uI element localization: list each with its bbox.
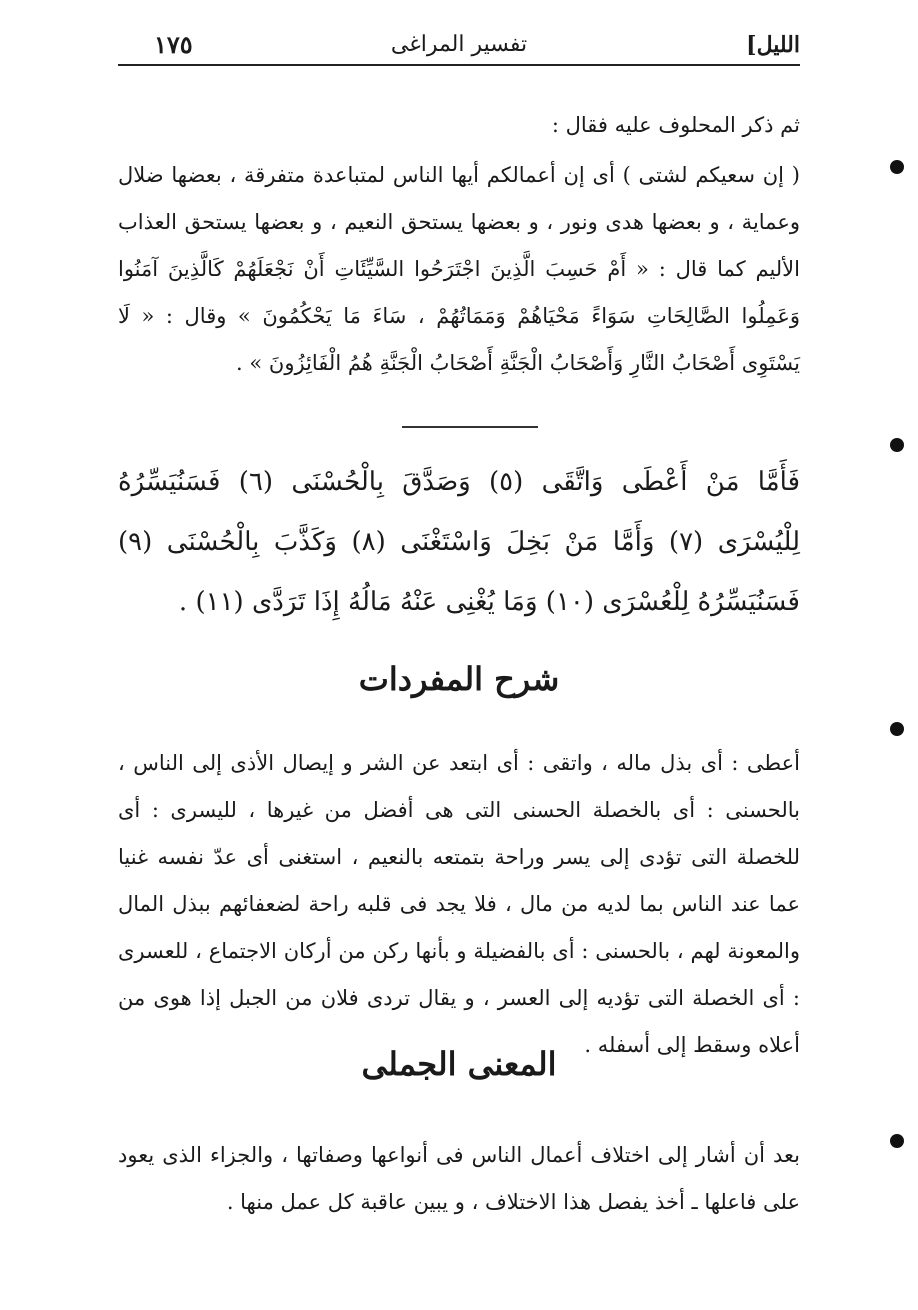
general-meaning-paragraph: بعد أن أشار إلى اختلاف أعمال الناس فى أنواعها وصفاتها ، والجزاء الذى يعود على فاعلها ـ أخذ يفصل هذا الاختلاف ، و يبين عاقبة كل عمل منها . <box>118 1143 800 1214</box>
page-number: ١٧٥ <box>154 30 193 59</box>
scan-mark <box>890 160 904 174</box>
scan-mark <box>890 1134 904 1148</box>
commentary-paragraph: ( إن سعيكم لشتى ) أى إن أعمالكم أيها الناس لمتباعدة متفرقة ، بعضها ضلال وعماية ، و بعضها هدى ونور ، و بعضها يستحق النعيم ، و بعضها يستحق العذاب الأليم كما قال : « أَمْ حَسِبَ الَّذِينَ اجْتَرَحُوا السَّيِّئَاتِ أَنْ نَجْعَلَهُمْ كَالَّذِينَ آمَنُوا وَعَمِلُوا الصَّالِحَاتِ سَوَاءً مَحْيَاهُمْ وَمَمَاتُهُمْ ، سَاءَ مَا يَحْكُمُونَ » وقال : « لَا يَسْتَوِى أَصْحَابُ النَّارِ وَأَصْحَابُ الْجَنَّةِ أَصْحَابُ الْجَنَّةِ هُمُ الْفَائِزُونَ » . <box>118 163 800 375</box>
vocabulary-heading: شرح المفردات <box>358 660 560 698</box>
header-rule <box>118 64 800 66</box>
page-header <box>118 26 800 66</box>
general-meaning-heading: المعنى الجملى <box>361 1045 557 1083</box>
scan-mark <box>890 722 904 736</box>
surah-name: الليل] <box>746 32 800 58</box>
quran-verses: فَأَمَّا مَنْ أَعْطَى وَاتَّقَى (٥) وَصَدَّقَ بِالْحُسْنَى (٦) فَسَنُيَسِّرُهُ لِلْيُسْرَى (٧) وَأَمَّا مَنْ بَخِلَ وَاسْتَغْنَى (٨) وَكَذَّبَ بِالْحُسْنَى (٩) فَسَنُيَسِّرُهُ لِلْعُسْرَى (١٠) وَمَا يُغْنِى عَنْهُ مَالُهُ إِذَا تَرَدَّى (١١) . <box>118 467 800 617</box>
vocabulary-paragraph: أعطى : أى بذل ماله ، واتقى : أى ابتعد عن الشر و إيصال الأذى إلى الناس ، بالحسنى : أى بالخصلة الحسنى التى هى أفضل من غيرها ، لليسرى : أى للخصلة التى تؤدى إلى يسر وراحة بتمتعه بالنعيم ، استغنى أى عدّ نفسه غنيا عما عند الناس بما لديه من مال ، فلا يجد فى قلبه راحة لضعفائهم ببذل المال والمعونة لهم ، بالحسنى : أى بالفضيلة و بأنها ركن من أركان الاجتماع ، للعسرى : أى الخصلة التى تؤديه إلى العسر ، و يقال تردى فلان من الجبل إذا هوى من أعلاه وسقط إلى أسفله . <box>118 751 800 1057</box>
book-title: تفسير المراغى <box>390 32 528 57</box>
intro-line: ثم ذكر المحلوف عليه فقال : <box>551 113 800 137</box>
section-divider <box>402 426 538 428</box>
scan-mark <box>890 438 904 452</box>
